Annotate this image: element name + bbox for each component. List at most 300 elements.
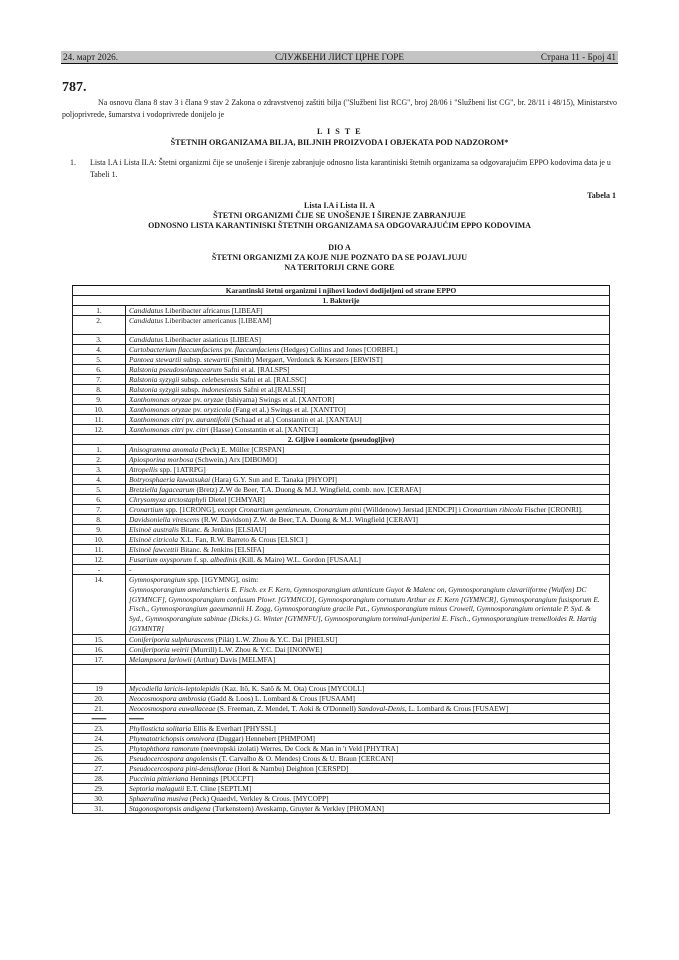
row-number (73, 365, 126, 375)
row-number (73, 425, 126, 435)
row-number-text: 2. (96, 316, 102, 325)
organism-cell (126, 555, 610, 565)
section-header-row (73, 435, 610, 445)
organism-cell (126, 683, 610, 693)
row-number-text: 9. (96, 395, 102, 404)
row-number-text: 7. (96, 375, 102, 384)
organism-cell (126, 803, 610, 813)
authority-text: Liberibacter americanus [LIBEAM] (163, 316, 272, 325)
row-number-text: 15. (94, 634, 104, 644)
table-row (73, 385, 610, 395)
authority-text: f. sp. (192, 555, 211, 564)
table-row (73, 693, 610, 703)
organism-cell (126, 525, 610, 535)
authority-text: (Hasse) Constantin et al. [XANTCI] (208, 425, 318, 434)
species-name: Septoria malagutii (129, 783, 185, 793)
row-number (73, 475, 126, 485)
organism-cell (126, 345, 610, 355)
row-number (73, 575, 126, 635)
authority-text: Dietel [CHMYAR] (206, 495, 265, 504)
row-number (73, 565, 126, 575)
item-number: 1. (70, 158, 76, 167)
authority-text: (S. Freeman, Z. Mendel, T. Aoki & O'Donnell) (215, 703, 358, 713)
lista-heading-line-1: Lista I.A i Lista II. A (304, 201, 375, 210)
row-number-text: 29. (94, 783, 104, 793)
row-number (73, 385, 126, 395)
organism-cell (126, 783, 610, 793)
exceptions-list: Gymnosporangium amelanchieris E. Fisch. ex F. Kern, Gymnosporangium atlanticum Guyot & Malenc on, Gymnosporangium clavariiforme (Wulfen) DC [GYMNCF], Gymnosporangium confusum Plowr. [GYMNCO], Gymnosporangium cornutum Arthur ex F. Kern [GYMNCR], Gymnosporangium fusisporum E. Fisch., Gymnosporangium gaeumannii H. Zogg, Gymnosporangium gracile Pat., Gymnosporangium minus Crowell, Gymnosporangium orientale P. Syd. & Syd., Gymnosporangium sabinae (Dicks.) G. Winter [GYMNFU], Gymnosporangium torminal-juniperini E. Fisch., Gymnosporangium tremelloides R. Hartig [GYMNTR] (129, 584, 600, 633)
row-number-text: 5. (96, 355, 102, 364)
species-name: Gymnosporangium (129, 575, 186, 584)
organism-cell (126, 753, 610, 763)
authority-text: (Bretz) Z.W de Beer, T.A. Duong & M.J. Wingfield, comb. nov. [CERAFA] (194, 485, 421, 494)
row-number (73, 713, 126, 723)
organism-cell (126, 535, 610, 545)
table-label: Tabela 1 (587, 191, 616, 200)
table-row (73, 733, 610, 743)
authority-text: pv. (183, 425, 197, 434)
species-name: Neocosmospora euwallaceae (129, 703, 216, 713)
organism-cell (126, 335, 610, 345)
organisms-table (72, 285, 610, 814)
species-name: Puccinia pittieriana (129, 773, 189, 783)
species-name: Xanthomonas oryzae (129, 405, 192, 414)
organism-cell (126, 693, 610, 703)
row-number (73, 495, 126, 505)
row-number-text: 3. (96, 465, 102, 474)
organism-cell (126, 455, 610, 465)
row-number-text: - (97, 565, 101, 574)
organism-cell (126, 475, 610, 485)
authority-text: Fischer [CRONRI]. (522, 505, 583, 514)
authority-text: E.T. Cline [SEPTLM] (184, 783, 252, 793)
table-row (73, 703, 610, 713)
table-row (73, 723, 610, 733)
dio-heading (62, 243, 617, 273)
table-row (73, 803, 610, 813)
species-name: oryzae (203, 395, 224, 404)
row-number (73, 306, 126, 316)
row-number (73, 703, 126, 713)
species-name: Melampsora farlowii (129, 654, 192, 664)
authority-text: pv. (191, 405, 204, 414)
authority-text: subsp. (179, 385, 202, 394)
table-caption: Karantinski štetni organizmi i njihovi kodovi dodijeljeni od strane EPPO (73, 286, 610, 296)
row-number (73, 723, 126, 733)
species-name: Xanthomonas oryzae (129, 395, 192, 404)
species-name: Pseudocercospora angolensis (129, 753, 218, 763)
table-row (73, 535, 610, 545)
row-number-text: 5. (96, 485, 102, 494)
organism-cell (126, 365, 610, 375)
header-page-info: Страна 11 - Број 41 (540, 52, 616, 62)
row-number (73, 345, 126, 355)
authority-text: (Hori & Nambu) Deighton [CERSPD] (232, 763, 349, 773)
title-line-1: L I S T E (316, 127, 363, 136)
row-number-text: 8. (96, 515, 102, 524)
table-row (73, 713, 610, 723)
row-number-text: 20. (94, 693, 104, 703)
organism-cell (126, 395, 610, 405)
organism-cell (126, 355, 610, 365)
table-row (73, 753, 610, 763)
authority-text: (Ishiyama) Swings et al. [XANTOR] (223, 395, 335, 404)
authority-text: (Pilát) L.W. Zhou & Y.C. Dai [PHELSU] (213, 634, 338, 644)
list-item-1 (70, 157, 615, 180)
row-number-text: 1. (96, 445, 102, 454)
act-number: 787. (62, 80, 87, 95)
title-line-2: ŠTETNIH ORGANIZAMA BILJA, BILJNIH PROIZVODA I OBJEKATA POD NADZOROM* (170, 137, 509, 147)
species-name: Davidsoniella virescens (129, 515, 200, 524)
table-row (73, 415, 610, 425)
species-name: Xanthomonas citri (129, 415, 184, 424)
organism-cell (126, 713, 610, 723)
row-number (73, 634, 126, 644)
authority-text: (Gadd & Loos) L. Lombard & Crous [FUSAAM] (206, 693, 355, 703)
organism-cell (126, 733, 610, 743)
species-name: oryzicola (203, 405, 232, 414)
authority-text: Liberibacter africanus [LIBEAF] (163, 306, 263, 315)
species-name: Bretziella fagacearum (129, 485, 195, 494)
authority-text: X.L. Fan, R.W. Barreto & Crous [ELSICI ] (178, 535, 308, 544)
table-row (73, 763, 610, 773)
header-date: 24. март 2026. (63, 52, 119, 62)
table-row (73, 644, 610, 654)
table-row (73, 515, 610, 525)
table-row (73, 405, 610, 415)
organism-cell (126, 495, 610, 505)
row-number (73, 773, 126, 783)
row-number-text: 11. (94, 545, 104, 554)
row-number (73, 316, 126, 335)
table-row (73, 465, 610, 475)
authority-text: (Peck) Quaedvl, Verkley & Crous. [MYCOPP] (187, 793, 329, 803)
organism-cell (126, 654, 610, 664)
row-number-text: 19 (95, 683, 103, 693)
table-row (73, 773, 610, 783)
row-number (73, 515, 126, 525)
row-number (73, 763, 126, 773)
species-name: Pseudocercospora pini-densiflorae (129, 763, 233, 773)
authority-text: Bitanc. & Jenkins [ELSIAU] (178, 525, 267, 534)
authority-text: (Peck) E. Müller [CRSPAN] (198, 445, 285, 454)
table-row (73, 664, 610, 683)
item-text: Lista I.A i Lista II.A: Štetni organizmi čije se unošenje i širenje zabranjuje odnosno lista karantiniski štetnih organizama sa odgovarajućim EPPO kodovima data je u Tabeli 1. (90, 158, 611, 179)
authority-text: (Willdenow) Jørstad [ENDCPI] i (361, 505, 463, 514)
authority-text: Hennings [PUCCPT] (188, 773, 254, 783)
species-name: Ralstonia pseudosolanacearum (129, 365, 222, 374)
row-number (73, 793, 126, 803)
table-row (73, 425, 610, 435)
species-name: citri (196, 425, 209, 434)
row-number-text: 3. (96, 335, 102, 344)
row-number (73, 743, 126, 753)
row-number (73, 415, 126, 425)
row-number (73, 375, 126, 385)
species-name: Pantoea stewartii (129, 355, 182, 364)
organism-cell (126, 316, 610, 335)
organism-cell (126, 545, 610, 555)
table-row (73, 793, 610, 803)
table-row (73, 445, 610, 455)
table-row (73, 575, 610, 635)
row-number (73, 803, 126, 813)
authority-text: Safni et al. [RALSSC] (238, 375, 307, 384)
species-name: Ralstonia syzygii (129, 385, 180, 394)
species-name: Fusarium oxysporum (129, 555, 193, 564)
row-number-text: 9. (96, 525, 102, 534)
page-header (61, 51, 618, 64)
table-row (73, 316, 610, 335)
species-name: Anisogramma anomala (129, 445, 199, 454)
row-number (73, 535, 126, 545)
species-name: Sandoval-Denis (357, 703, 405, 713)
authority-text: —— (129, 713, 144, 723)
section-title: 2. Gljive i oomicete (pseudogljive) (73, 435, 610, 445)
species-name: Elsinoë citricola (129, 535, 179, 544)
species-name: Phyllosticta solitaria (129, 723, 192, 733)
organism-cell (126, 743, 610, 753)
row-number-text: 12. (94, 425, 104, 434)
table-row (73, 475, 610, 485)
table-row (73, 783, 610, 793)
row-number (73, 485, 126, 495)
row-number (73, 783, 126, 793)
organism-cell (126, 515, 610, 525)
table-row (73, 683, 610, 693)
authority-text: pv. (222, 345, 235, 354)
organism-cell (126, 415, 610, 425)
table-row (73, 335, 610, 345)
row-number-text: 31. (94, 803, 104, 813)
row-number-text: 21. (94, 703, 104, 713)
authority-text: spp. [1CRONG], except (163, 505, 239, 514)
row-number (73, 693, 126, 703)
row-number (73, 355, 126, 365)
lista-heading-line-3: ODNOSNO LISTA KARANTINISKI ŠTETNIH ORGANIZAMA SA ODGOVARAJUĆIM EPPO KODOVIMA (148, 221, 531, 230)
dio-heading-line-1: DIO A (328, 243, 351, 252)
species-name: Sphaerulina musiva (129, 793, 188, 803)
organism-cell (126, 634, 610, 644)
row-number-text: 25. (94, 743, 104, 753)
species-name: Cronartium ribicola (462, 505, 523, 514)
organism-cell (126, 664, 610, 683)
authority-text: (Hara) G.Y. Sun and E. Tanaka [PHYOPI] (210, 475, 337, 484)
authority-text: (Kaz. Itô, K. Satô & M. Ota) Crous [MYCOLL] (219, 683, 365, 693)
section-header-row (73, 296, 610, 306)
table-row (73, 345, 610, 355)
row-number-text: 17. (94, 654, 104, 664)
authority-text: , L. Lombard & Crous [FUSAEW] (404, 703, 509, 713)
authority-text: spp. [1GYMNG], osim: (185, 575, 259, 584)
species-name: Candidatus (129, 335, 164, 344)
authority-text: subsp. (181, 355, 204, 364)
species-name: Stagonosporopsis andigena (129, 803, 211, 813)
organism-cell (126, 445, 610, 455)
table-row (73, 654, 610, 664)
authority-text: (Schaad et al.) Constantin et al. [XANTAU] (229, 415, 362, 424)
species-name: Phymatotrichopsis omnivora (129, 733, 215, 743)
row-number-text: 8. (96, 385, 102, 394)
organism-cell (126, 465, 610, 475)
document-title (62, 127, 617, 148)
species-name: albedinis (210, 555, 238, 564)
organism-cell (126, 723, 610, 733)
row-number (73, 455, 126, 465)
authority-text: (R.W. Davidson) Z.W. de Beer, T.A. Duong & M.J. Wingfield [CERAVI] (199, 515, 418, 524)
species-name: Candidatus (129, 306, 164, 315)
organism-cell (126, 385, 610, 395)
species-name: Atropellis (129, 465, 158, 474)
species-name: Mycodiella laricis-leptolepidis (129, 683, 220, 693)
table-row (73, 375, 610, 385)
species-name: stewartii (203, 355, 230, 364)
species-name: celebesensis (201, 375, 239, 384)
table-row (73, 505, 610, 515)
authority-text: (Smith) Mergaert, Verdonck & Kersters [ERWIST] (229, 355, 383, 364)
authority-text: (Murrill) L.W. Zhou & Y.C. Dai [INONWE] (188, 644, 323, 654)
species-name: Coniferiporia sulphurascens (129, 634, 214, 644)
authority-text: pv. (191, 395, 204, 404)
row-number-text: 4. (96, 475, 102, 484)
section-title: 1. Bakterije (73, 296, 610, 306)
authority-text: Ellis & Everhart [PHYSSL] (191, 723, 276, 733)
species-name: Neocosmospora ambrosia (129, 693, 207, 703)
species-name: Coniferiporia weirii (129, 644, 189, 654)
authority-text: (Duggar) Hennebert [PHMPOM] (214, 733, 315, 743)
row-number (73, 505, 126, 515)
organism-cell (126, 405, 610, 415)
row-number-text: 1. (96, 306, 102, 315)
row-number-text: 16. (94, 644, 104, 654)
row-number-text: 26. (94, 753, 104, 763)
table-row (73, 455, 610, 465)
table-row (73, 365, 610, 375)
species-name: Chrysomyxa arctostaphyli (129, 495, 207, 504)
species-name: flaccumfaciens (234, 345, 280, 354)
row-number-text: 14. (94, 575, 104, 584)
table-row (73, 495, 610, 505)
dio-heading-line-2: ŠTETNI ORGANIZMI ZA KOJE NIJE POZNATO DA SE POJAVLJUJU (211, 253, 468, 262)
row-number-text: 10. (94, 405, 104, 414)
species-name: Elsinoë fawcettii (129, 545, 179, 554)
table-row (73, 355, 610, 365)
organism-cell (126, 703, 610, 713)
row-number (73, 465, 126, 475)
header-publication: СЛУЖБЕНИ ЛИСТ ЦРНЕ ГОРЕ (275, 52, 404, 62)
row-number (73, 555, 126, 565)
row-number-text: 6. (96, 495, 102, 504)
row-number-text: 12. (94, 555, 104, 564)
row-number-text: 24. (94, 733, 104, 743)
organism-cell (126, 425, 610, 435)
table-row (73, 395, 610, 405)
row-number (73, 664, 126, 683)
row-number (73, 405, 126, 415)
authority-text: (Kill. & Maire) W.L. Gordon [FUSAAL] (237, 555, 361, 564)
row-number-text: 7. (96, 505, 102, 514)
row-number-text: 11. (94, 415, 104, 424)
table-row (73, 743, 610, 753)
species-name: Botryosphaeria kuwatsukai (129, 475, 211, 484)
row-number (73, 654, 126, 664)
row-number-text: 30. (94, 793, 104, 803)
row-number (73, 545, 126, 555)
organism-cell (126, 306, 610, 316)
row-number-text: —— (91, 713, 107, 723)
organism-cell (126, 763, 610, 773)
authority-text: Safni et al. [RALSPS] (222, 365, 290, 374)
authority-text: (Turkensteen) Aveskamp, Gruyter & Verkley [PHOMAN] (210, 803, 384, 813)
organism-cell (126, 644, 610, 654)
authority-text: (Fang et al.) Swings et al. [XANTTO] (231, 405, 346, 414)
organism-cell (126, 485, 610, 495)
row-number-text: 23. (94, 723, 104, 733)
table-row (73, 555, 610, 565)
species-name: Ralstonia syzygii (129, 375, 180, 384)
species-name: Elsinoë australis (129, 525, 179, 534)
species-name: Apiosporina morbosa (129, 455, 194, 464)
row-number-text: 4. (96, 345, 102, 354)
row-number (73, 644, 126, 654)
row-number-text: 27. (94, 763, 104, 773)
lista-heading-line-2: ŠTETNI ORGANIZMI ČIJE SE UNOŠENJE I ŠIRENJE ZABRANJUJE (213, 211, 466, 220)
row-number (73, 753, 126, 763)
row-number (73, 445, 126, 455)
authority-text: - (129, 565, 132, 574)
authority-text: Safni et al.[RALSSI] (241, 385, 306, 394)
authority-text: (Arthur) Davis [MELMFA] (191, 654, 276, 664)
authority-text: (neevropski izolati) Werres, De Cock & Man in 't Veld [PHYTRA] (199, 743, 399, 753)
authority-text: Liberibacter asiaticus [LIBEAS] (163, 335, 261, 344)
row-number (73, 525, 126, 535)
intro-paragraph: Na osnovu člana 8 stav 3 i člana 9 stav 2 Zakona o zdravstvenoj zaštiti bilja ("Službeni list RCG", broj 28/06 i "Službeni list CG", br. 28/11 i 48/15), Ministarstvo poljoprivrede, šumarstva i vodoprivrede donijelo je (62, 98, 617, 119)
species-name: indonesiensis (201, 385, 242, 394)
authority-text: subsp. (179, 375, 202, 384)
table-row (73, 525, 610, 535)
table-row (73, 545, 610, 555)
table-caption-row (73, 286, 610, 296)
table-row (73, 306, 610, 316)
authority-text: (T. Carvalho & O. Mendes) Crous & U. Braun [CERCAN] (217, 753, 394, 763)
authority-text: pv. (183, 415, 197, 424)
organism-cell (126, 773, 610, 783)
row-number-text: 2. (96, 455, 102, 464)
organism-cell (126, 375, 610, 385)
row-number (73, 683, 126, 693)
table-row (73, 485, 610, 495)
authority-text: (Schwein.) Arx [DIBOMO] (193, 455, 278, 464)
organism-cell (126, 575, 610, 635)
species-name: Candidatus (129, 316, 164, 325)
row-number (73, 733, 126, 743)
species-name: Xanthomonas citri (129, 425, 184, 434)
authority-text: (Hedges) Collins and Jones [CORBFL] (279, 345, 398, 354)
species-name: Cronartium (129, 505, 164, 514)
table-row (73, 565, 610, 575)
organism-cell (126, 565, 610, 575)
species-name: Curtobacterium flaccumfaciens (129, 345, 223, 354)
lista-heading (62, 201, 617, 231)
species-name: Cronartium gentianeum, Cronartium pini (238, 505, 362, 514)
dio-heading-line-3: NA TERITORIJI CRNE GORE (284, 263, 395, 272)
row-number (73, 335, 126, 345)
row-number-text: 10. (94, 535, 104, 544)
organism-cell (126, 793, 610, 803)
species-name: Phytophthora ramorum (129, 743, 200, 753)
species-name: aurantifolii (196, 415, 230, 424)
table-row (73, 634, 610, 644)
